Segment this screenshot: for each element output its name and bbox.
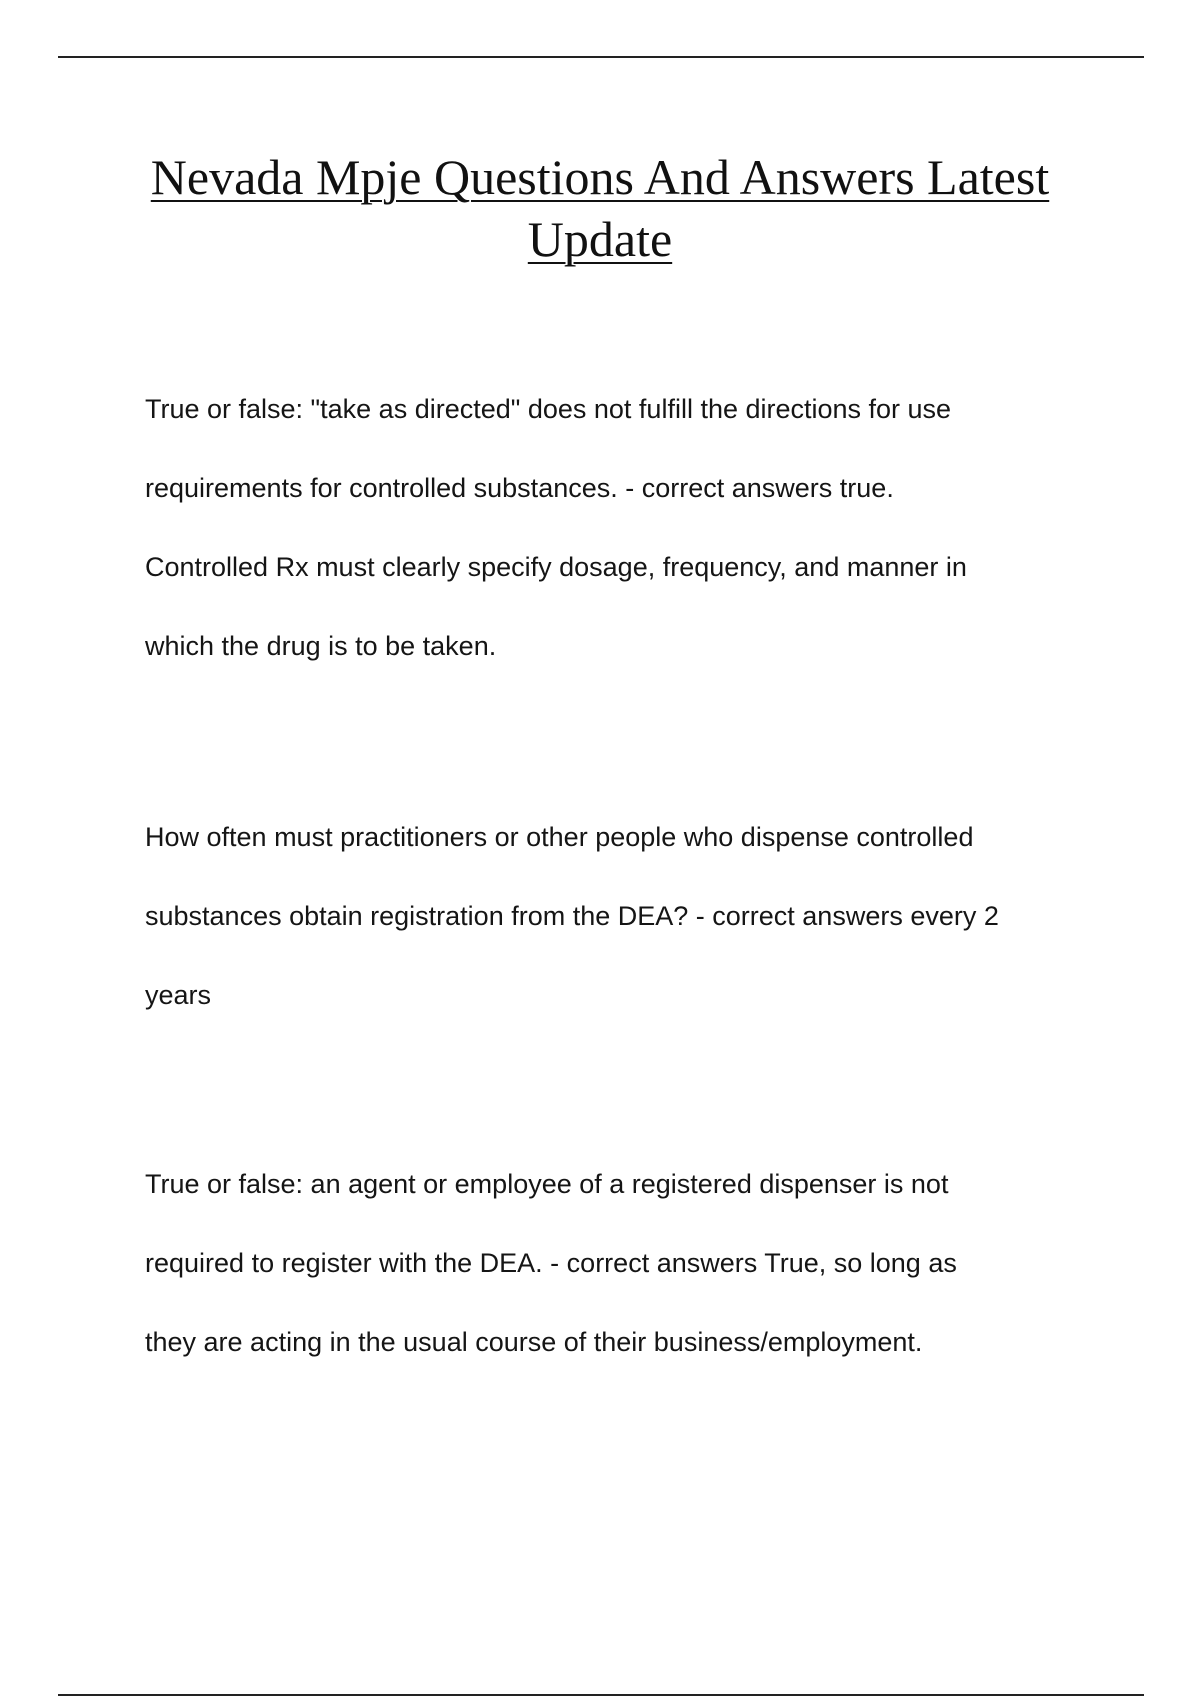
qa-item-2-line-3: years [145,980,212,1010]
qa-item-3 [145,1145,1085,1382]
bottom-rule [58,1694,1144,1696]
qa-item-1-line-4: which the drug is to be taken. [145,631,497,661]
qa-item-1 [145,370,1085,686]
qa-item-1-line-2: requirements for controlled substances. - correct answers true. [145,473,894,503]
qa-item-2-line-1: How often must practitioners or other people who dispense controlled [145,822,974,852]
qa-item-2-line-2: substances obtain registration from the DEA? - correct answers every 2 [145,901,999,931]
top-rule [58,56,1144,58]
qa-item-3-line-3: they are acting in the usual course of their business/employment. [145,1327,923,1357]
qa-item-1-line-1: True or false: "take as directed" does not fulfill the directions for use [145,394,952,424]
qa-item-3-line-2: required to register with the DEA. - correct answers True, so long as [145,1248,957,1278]
document-title: Nevada Mpje Questions And Answers Latest Update [150,149,1050,267]
qa-item-1-line-3: Controlled Rx must clearly specify dosage, frequency, and manner in [145,552,967,582]
qa-item-3-line-1: True or false: an agent or employee of a registered dispenser is not [145,1169,949,1199]
qa-item-2 [145,798,1085,1035]
